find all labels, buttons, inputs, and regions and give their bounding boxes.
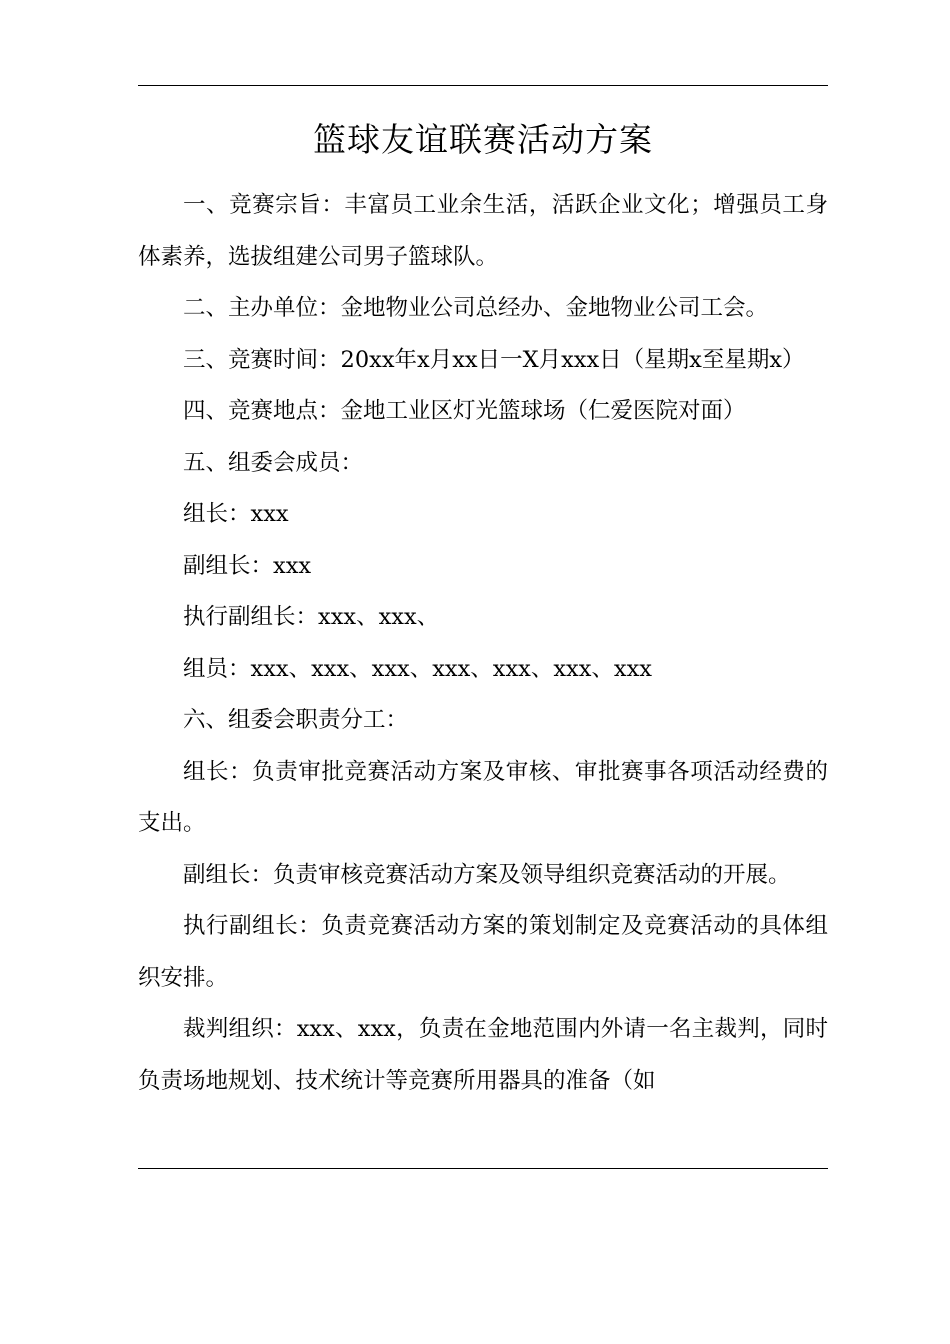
- paragraph-leader-duty: 组长：负责审批竞赛活动方案及审核、审批赛事各项活动经费的支出。: [138, 758, 828, 836]
- paragraph-duties-heading: 六、组委会职责分工：: [183, 707, 409, 733]
- paragraph-committee-heading: 五、组委会成员：: [183, 449, 364, 476]
- paragraph-executive-deputy: 执行副组长：xxx、xxx、: [183, 604, 440, 630]
- footer-rule: [138, 1168, 828, 1169]
- paragraph-members: 组员：xxx、xxx、xxx、xxx、xxx、xxx、xxx: [183, 655, 652, 682]
- document-body: [138, 180, 828, 1107]
- paragraph-time: 三、竞赛时间：20xx年x月xx日一X月xxx日（星期x至星期x）: [183, 346, 805, 373]
- paragraph-organizer: 二、主办单位：金地物业公司总经办、金地物业公司工会。: [183, 295, 769, 321]
- paragraph-deputy-duty: 副组长：负责审核竞赛活动方案及领导组织竞赛活动的开展。: [183, 861, 791, 888]
- document-title: 篮球友谊联赛活动方案: [313, 120, 653, 159]
- paragraph-purpose: 一、竞赛宗旨：丰富员工业余生活，活跃企业文化；增强员工身体素养，选拔组建公司男子篮球队。: [138, 192, 828, 270]
- paragraph-deputy-leader: 副组长：xxx: [183, 552, 312, 579]
- header-rule: [138, 85, 828, 86]
- paragraph-executive-duty: 执行副组长：负责竞赛活动方案的策划制定及竞赛活动的具体组织安排。: [138, 913, 828, 991]
- paragraph-leader: 组长：xxx: [183, 501, 289, 527]
- paragraph-referee-duty: 裁判组织：xxx、xxx，负责在金地范围内外请一名主裁判，同时负责场地规划、技术统计等竞赛所用器具的准备（如: [138, 1016, 828, 1094]
- paragraph-venue: 四、竞赛地点：金地工业区灯光篮球场（仁爱医院对面）: [183, 398, 746, 424]
